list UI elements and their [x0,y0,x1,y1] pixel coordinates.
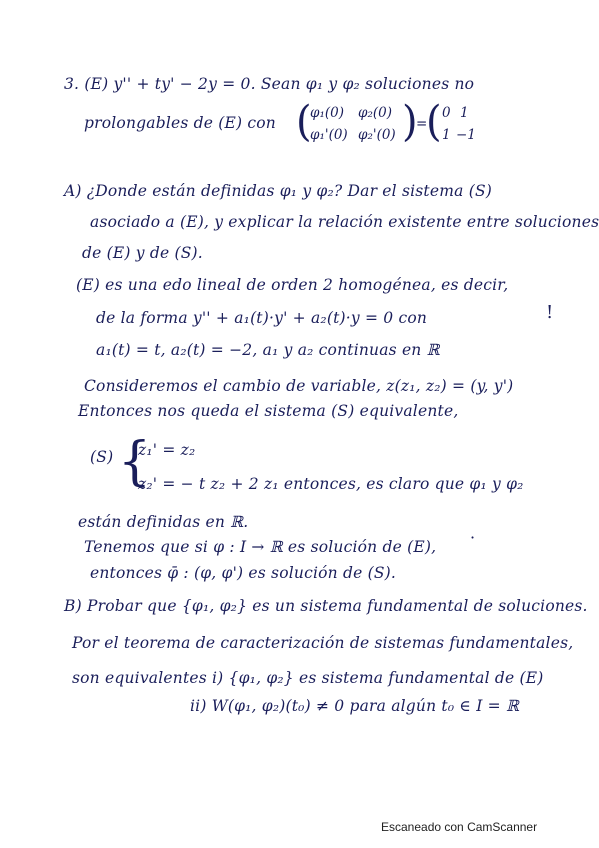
part-a-question-line-3: de (E) y de (S). [82,244,203,262]
initial-conditions-matrix [296,97,476,148]
stray-dot-mark: · [470,528,476,547]
answer-a-line-6: están definidas en ℝ. [78,513,249,531]
left-paren-open: ( [296,97,312,147]
answer-a-line-2: de la forma y'' + a₁(t)·y' + a₂(t)·y = 0 con [96,309,428,327]
system-label: (S) [90,448,114,466]
margin-exclamation-mark: ! [546,302,554,323]
answer-a-line-1: (E) es una edo lineal de orden 2 homogénea, es decir, [76,276,509,294]
matrix-right-r1c1: 0 [442,105,451,121]
answer-a-line-4: Consideremos el cambio de variable, z(z₁, z₂) = (y, y') [84,377,514,395]
part-a-question-line-2: asociado a (E), y explicar la relación existente entre soluciones [90,213,599,231]
system-equation-1: z₁' = z₂ [138,441,196,459]
answer-b-line-1: Por el teorema de caracterización de sistemas fundamentales, [72,634,574,652]
system-equation-2: z₂' = − t z₂ + 2 z₁ entonces, es claro que φ₁ y φ₂ [138,475,524,493]
matrix-left-r1c2: φ₂(0) [358,105,392,121]
scanner-watermark: Escaneado con CamScanner [381,820,538,834]
answer-b-line-2: son equivalentes i) {φ₁, φ₂} es sistema fundamental de (E) [72,669,544,687]
answer-a-line-3: a₁(t) = t, a₂(t) = −2, a₁ y a₂ continuas en ℝ [96,341,440,359]
left-paren-close: ) [402,97,418,147]
problem-statement-line-1: 3. (E) y'' + ty' − 2y = 0. Sean φ₁ y φ₂ soluciones no [64,75,475,93]
answer-a-line-5: Entonces nos queda el sistema (S) equivalente, [78,402,459,420]
right-paren-open: ( [426,97,442,147]
matrix-left-r2c2: φ₂'(0) [358,127,396,143]
matrix-equals: = [416,116,428,132]
matrix-left-r2c1: φ₁'(0) [310,127,348,143]
problem-statement-line-2: prolongables de (E) con [84,114,276,132]
matrix-left-r1c1: φ₁(0) [310,105,344,121]
answer-a-line-8: entonces φ̄ : (φ, φ') es solución de (S). [90,564,397,582]
matrix-right-r2c2: −1 [456,127,476,143]
answer-a-line-7: Tenemos que si φ : I → ℝ es solución de (E), [84,538,437,556]
part-b-question: B) Probar que {φ₁, φ₂} es un sistema fundamental de soluciones. [64,597,588,615]
matrix-right-r2c1: 1 [442,127,451,143]
system-brace: { [118,432,152,492]
part-a-question-line-1: A) ¿Donde están definidas φ₁ y φ₂? Dar el sistema (S) [64,182,493,200]
answer-b-line-3: ii) W(φ₁, φ₂)(t₀) ≠ 0 para algún t₀ ∈ I = ℝ [190,697,520,715]
matrix-right-r1c2: 1 [460,105,469,121]
